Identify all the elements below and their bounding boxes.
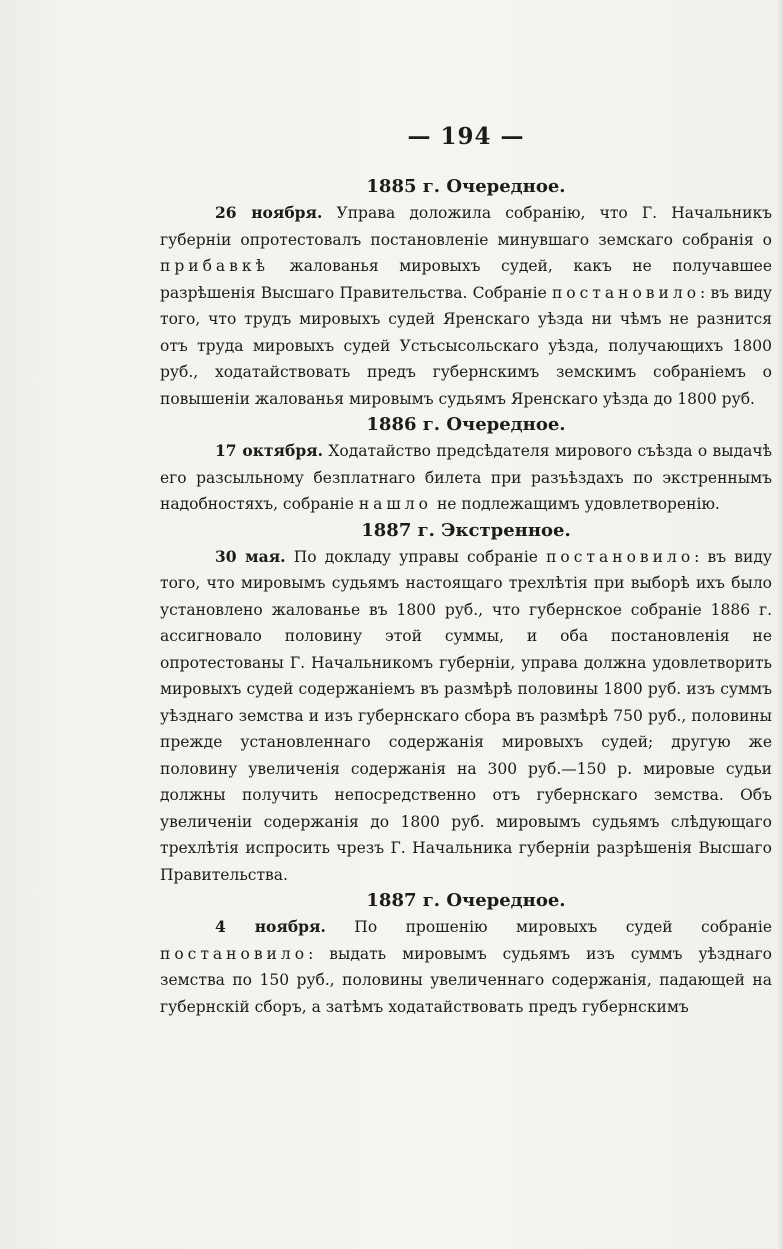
entry-text: : въ виду того, что мировымъ судьямъ настоящаго трехлѣтія при выборѣ ихъ было установлено жалованье въ 1800 руб., что губернское собраніе 1886 г. ассигновало половину этой суммы, и оба постановленія не опротестованы Г. Начальникомъ губерніи, управа должна удовлетворить мировыхъ судей содержаніемъ въ размѣрѣ половины 1800 руб. изъ суммъ уѣзднаго земства и изъ губернскаго сбора въ размѣрѣ 750 руб., половины прежде установленнаго содержанія мировыхъ судей; другую же половину увеличенія содержанія на 300 руб.—150 р. мировые судьи должны получить непосредственно отъ губернскаго земства. Объ увеличеніи содержанія до 1800 руб. мировымъ судьямъ слѣдующаго трехлѣтія испросить чрезъ Г. Начальника губерніи разрѣшенія Высшаго Правительства. [160,547,772,884]
entry-text: По прошенію мировыхъ судей собраніе [325,918,772,936]
page-gutter-shadow [777,0,783,1249]
page-number: — 194 — [407,123,525,150]
text-column [160,120,772,1020]
entry-1887-regular [160,888,772,1020]
session-heading: 1885 г. Очередное. [366,176,566,197]
spaced-emphasis: постановило [160,944,309,963]
entry-date: 4 ноября. [215,917,326,936]
entry-1885-regular [160,174,772,412]
entry-text: : выдать мировымъ судьямъ изъ суммъ уѣзднаго земства по 150 руб., половины увеличеннаго содержанія, падающей на губернскій сборъ, а затѣмъ ходатайствовать предъ губернскимъ [160,944,772,1016]
spaced-emphasis: постановило [546,547,695,566]
session-heading: 1887 г. Очередное. [366,890,566,911]
entry-1886-regular [160,412,772,518]
entry-date: 17 октября. [215,441,324,460]
entry-paragraph [160,544,772,889]
entry-text: По докладу управы собраніе [285,547,547,566]
entry-text: : въ виду того, что трудъ мировыхъ судей Яренскаго уѣзда ни чѣмъ не разнится отъ труда мировыхъ судей Устьсысольскаго уѣзда, получающихъ 1800 руб., ходатайствовать предъ губернскимъ земскимъ собраніемъ о повышеніи жалованья мировымъ судьямъ Яренскаго уѣзда до 1800 руб. [160,283,772,408]
entry-paragraph [160,914,772,1020]
spaced-emphasis: постановило [551,283,701,302]
entry-text: Управа доложила собранію, что Г. Начальникъ губерніи опротестовалъ постановленіе минувшаго земскаго собранія о [160,204,772,249]
spaced-emphasis: прибавкѣ [160,257,269,275]
entry-date: 26 ноября. [215,203,323,222]
entry-text: не подлежащимъ удовлетворенію. [432,495,720,513]
entry-paragraph [160,438,772,518]
entry-1887-extraordinary [160,518,772,889]
entry-paragraph [160,200,772,412]
spaced-emphasis: нашло [358,495,433,513]
session-heading: 1887 г. Экстренное. [361,519,571,541]
entry-text: Ходатайство предсѣдателя мирового съѣзда о выдачѣ его разсыльному безплатнаго билета при разъѣздахъ по экстреннымъ надобностяхъ, собраніе [160,442,772,513]
entry-text: жалованья мировыхъ судей, какъ не получавшее разрѣшенія Высшаго Правительства. Собраніе [160,257,772,302]
entry-date: 30 мая. [215,546,286,566]
session-heading: 1886 г. Очередное. [366,414,566,435]
